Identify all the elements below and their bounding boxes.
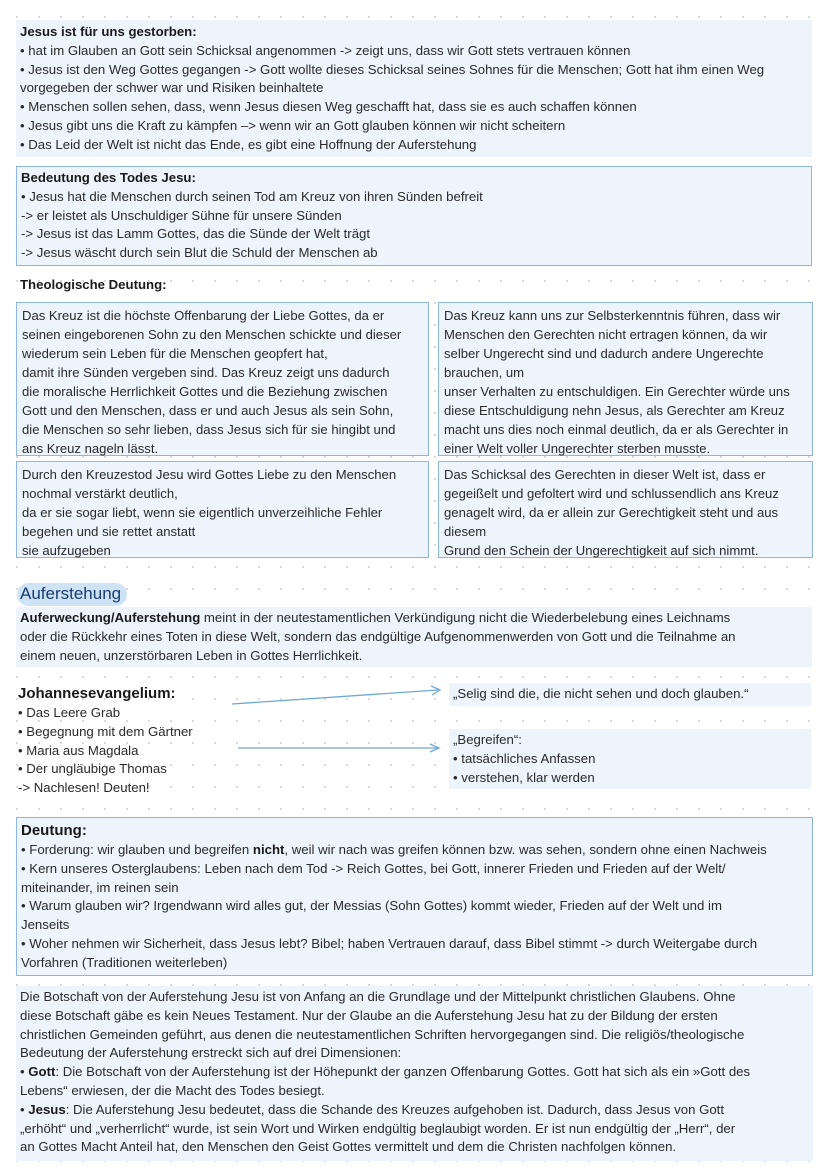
- list-item: • verstehen, klar werden: [453, 769, 595, 785]
- card-line: diese Entschuldigung nehn Jesus, als Gerechter am Kreuz: [444, 403, 785, 418]
- arrow-line: [232, 690, 438, 704]
- card-line: seinen eingeborenen Sohn zu den Menschen schickte und dieser: [22, 327, 402, 342]
- list-item: miteinander, im reinen sein: [21, 879, 179, 895]
- definition-text: einem neuen, unzerstörbaren Leben in Gottes Herrlichkeit.: [20, 647, 363, 663]
- quote-box: [449, 683, 811, 706]
- card-line: brauchen, um: [444, 365, 525, 380]
- paragraph-line: : Die Auferstehung Jesu bedeutet, dass die Schande des Kreuzes aufgehoben ist. Dadurch, dass Jesus von Gott: [65, 1101, 725, 1117]
- definition-term: Auferweckung/Auferstehung: [20, 610, 201, 625]
- list-item: • Jesus hat die Menschen durch seinen Tod am Kreuz von ihren Sünden befreit: [21, 188, 483, 204]
- list-item: vorgegeben der schwer war und Risiken beinhaltete: [20, 80, 324, 96]
- paragraph-line: an Gottes Macht Anteil hat, den Menschen den Geist Gottes vermittelt und dem die Christen nachfolgen können.: [20, 1139, 677, 1155]
- card-line: Menschen den Gerechten nicht ertragen können, da wir: [444, 327, 768, 342]
- list-item: -> Nachlesen! Deuten!: [18, 780, 150, 796]
- deutung-text: , weil wir nach was greifen können bzw. was sehen, sondern ohne einen Nachweis: [284, 842, 767, 857]
- card-line: damit ihre Sünden vergeben sind. Das Kreuz zeigt uns dadurch: [22, 365, 390, 380]
- card-line: Gott und den Menschen, dass er und auch Jesus als sein Sohn,: [22, 403, 394, 418]
- list-item: • Woher nehmen wir Sicherheit, dass Jesus lebt? Bibel; haben Vertrauen darauf, dass Bibel stimmt -> durch Weitergabe durch: [21, 935, 758, 951]
- card-line: macht uns dies noch einmal deutlich, da er als Gerechter in: [444, 422, 789, 437]
- card-line: nochmal verstärkt deutlich,: [22, 486, 178, 501]
- deutung-box: [16, 817, 813, 976]
- deutung-text: • Forderung: wir glauben und begreifen: [21, 842, 253, 857]
- card-line: begehen und sie rettet anstatt: [22, 524, 196, 539]
- section-title: Theologische Deutung:: [20, 277, 167, 292]
- card-line: Das Kreuz kann uns zur Selbsterkenntnis führen, dass wir: [444, 308, 781, 323]
- deutung-title: Deutung:: [21, 822, 87, 839]
- list-item: • Der ungläubige Thomas: [18, 761, 167, 777]
- list-item: -> Jesus ist das Lamm Gottes, das die Sünde der Welt trägt: [21, 226, 371, 242]
- card-line: Das Kreuz ist die höchste Offenbarung der Liebe Gottes, da er: [22, 308, 385, 323]
- list-item: • Jesus gibt uns die Kraft zu kämpfen –> wenn wir an Gott glauben können wir nicht scheitern: [20, 117, 566, 133]
- deutung-emphasis: nicht: [252, 842, 285, 857]
- list-item: • Begegnung mit dem Gärtner: [18, 723, 193, 739]
- card-line: diesem: [444, 524, 487, 539]
- card-line: Das Schicksal des Gerechten in dieser Welt ist, dass er: [444, 467, 766, 482]
- list-item: • Warum glauben wir? Irgendwann wird alles gut, der Messias (Sohn Gottes) kommt wieder, Frieden auf der Welt und im: [21, 898, 722, 914]
- auferstehung-heading: Auferstehung: [17, 583, 127, 606]
- botschaft-block: Die Botschaft von der Auferstehung Jesu ist von Anfang an die Grundlage und der Mittelpunkt christlichen Glaubens. Ohne diese Botschaft gäbe es kein Neues Testament. Nur der Glaube an die Auferstehung Jesu hat zu der Bildung der ersten christlichen Gemeinden geführt, aus denen die neutestamentlichen Schriften hervorgegangen sind. Die religiös/theologische Bedeutung der Auferstehung erstreckt sich auf drei Dimensionen: • Gott: Die Botschaft von der Auferstehung ist der Höhepunkt der ganzen Offenbarung Gottes. Gott hat sich als ein »Gott des Lebens“ erwiesen, der die Macht des Todes besiegt. • Jesus: Die Auferstehung Jesu bedeutet, dass die Schande des Kreuzes aufgehoben ist. Dadurch, dass Jesus von Gott „erhöht“ und „verherrlicht“ wurde, ist sein Wort und Wirken endgültig beglaubigt worden. Er ist nun endgültig der „Herr“, der an Gottes Macht Anteil hat, den Menschen den Geist Gottes vermittelt und dem die Christen nachfolgen können.: [16, 986, 813, 1161]
- dimension-label: Gott: [28, 1064, 56, 1080]
- card-line: die Menschen so sehr lieben, dass Jesus sich für sie hingibt und: [22, 422, 396, 437]
- section-title: Jesus ist für uns gestorben:: [20, 24, 197, 39]
- list-item: Vorfahren (Traditionen weiterleben): [21, 954, 228, 970]
- paragraph-line: diese Botschaft gäbe es kein Neues Testament. Nur der Glaube an die Auferstehung Jesu hat zu der Bildung der ersten: [20, 1007, 718, 1023]
- card-line: sie aufzugeben: [22, 543, 111, 558]
- begreifen-box: [449, 729, 811, 789]
- begreifen-title: „Begreifen“:: [453, 732, 522, 747]
- card-line: da er sie sogar liebt, wenn sie eigentlich unverzeihliche Fehler: [22, 505, 383, 520]
- list-item: -> er leistet als Unschuldiger Sühne für unsere Sünden: [21, 207, 342, 223]
- paragraph-line: christlichen Gemeinden geführt, aus denen die neutestamentlichen Schriften hervorgegangen sind. Die religiös/theologische: [20, 1026, 745, 1042]
- card-line: Durch den Kreuzestod Jesu wird Gottes Liebe zu den Menschen: [22, 467, 397, 482]
- paragraph-line: „erhöht“ und „verherrlicht“ wurde, ist sein Wort und Wirken endgültig beglaubigt worden. Er ist nun endgültig der „Herr“, der: [20, 1120, 736, 1136]
- card-line: unser Verhalten zu entschuldigen. Ein Gerechter würde uns: [444, 384, 790, 399]
- list-item: • Menschen sollen sehen, dass, wenn Jesus diesen Weg geschafft hat, dass sie es auch schaffen können: [20, 99, 637, 115]
- list-item: • tatsächliches Anfassen: [453, 750, 596, 766]
- list-item: Jenseits: [21, 917, 70, 933]
- list-item: • Das Leere Grab: [18, 705, 121, 720]
- definition-text: oder die Rückkehr eines Toten in diese Welt, sondern das endgültige Aufgenommenwerden von Gott und die Teilnahme an: [20, 628, 736, 644]
- quote-text: „Selig sind die, die nicht sehen und doch glauben.“: [453, 686, 749, 701]
- card-line: wiederum sein Leben für die Menschen geopfert hat,: [22, 346, 328, 361]
- list-item: • Kern unseres Osterglaubens: Leben nach dem Tod -> Reich Gottes, bei Gott, innerer Frieden und Frieden auf der Welt/: [21, 860, 726, 876]
- section-title: Bedeutung des Todes Jesu:: [21, 170, 196, 185]
- paragraph-line: Die Botschaft von der Auferstehung Jesu ist von Anfang an die Grundlage und der Mittelpunkt christlichen Glaubens. Ohne: [20, 989, 736, 1004]
- dimension-label: Jesus: [28, 1101, 66, 1117]
- card-line: ans Kreuz nageln lässt.: [22, 441, 159, 456]
- list-item: • Jesus ist den Weg Gottes gegangen -> Gott wollte dieses Schicksal seines Sohnes für die Menschen; Gott hat ihm einen Weg: [20, 61, 765, 77]
- card-line: selber Ungerecht sind und dadurch andere Ungerechte: [444, 346, 764, 361]
- list-item: • Das Leid der Welt ist nicht das Ende, es gibt eine Hoffnung der Auferstehung: [20, 136, 477, 152]
- card-line: genagelt wird, da er allein zur Gerechtigkeit steht und aus: [444, 505, 779, 520]
- paragraph-line: Bedeutung der Auferstehung erstreckt sich auf drei Dimensionen:: [20, 1045, 402, 1061]
- list-item: • Maria aus Magdala: [18, 742, 139, 758]
- list-item: -> Jesus wäscht durch sein Blut die Schuld der Menschen ab: [21, 245, 378, 261]
- definition-text: meint in der neutestamentlichen Verkündigung nicht die Wiederbelebung eines Leichnams: [200, 610, 731, 625]
- paragraph-line: Lebens“ erwiesen, der die Macht des Todes besiegt.: [20, 1082, 325, 1098]
- paragraph-line: : Die Botschaft von der Auferstehung ist der Höhepunkt der ganzen Offenbarung Gottes. Gott hat sich als ein »Gott des: [55, 1064, 751, 1080]
- card-line: gegeißelt und gefoltert wird und schlussendlich ans Kreuz: [444, 486, 779, 501]
- list-item: • hat im Glauben an Gott sein Schicksal angenommen -> zeigt uns, dass wir Gott stets vertrauen können: [20, 42, 631, 58]
- card-line: einer Welt voller Ungerechter sterben musste.: [444, 441, 711, 456]
- johannes-title: Johannesevangelium:: [18, 685, 176, 702]
- card-line: Grund den Schein der Ungerechtigkeit auf sich nimmt.: [444, 543, 759, 558]
- card-line: die moralische Herrlichkeit Gottes und die Beziehung zwischen: [22, 384, 388, 399]
